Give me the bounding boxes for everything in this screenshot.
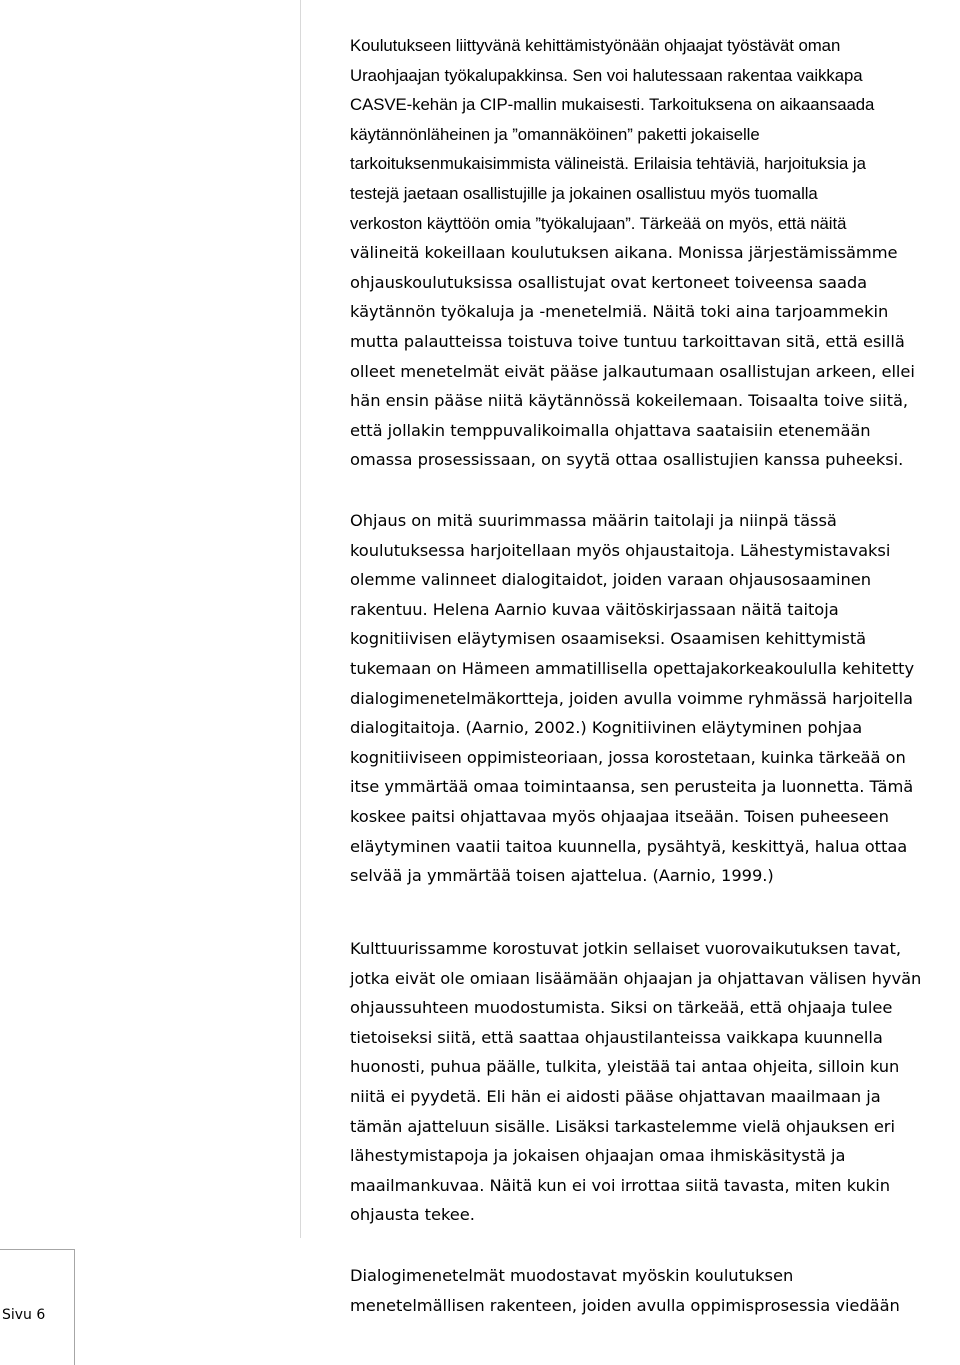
text-line: käytännön työkaluja ja -menetelmiä. Näitä toki aina tarjoammekin bbox=[350, 302, 889, 322]
text-line: omassa prosessissaan, on syytä ottaa osallistujien kanssa puheeksi. bbox=[350, 450, 904, 470]
text-line: testejä jaetaan osallistujille ja jokainen osallistuu myös tuomalla bbox=[350, 183, 818, 203]
text-line: Dialogimenetelmät muodostavat myöskin koulutuksen bbox=[350, 1266, 794, 1285]
paragraph bbox=[350, 506, 956, 891]
text-line: Uraohjaajan työkalupakkinsa. Sen voi halutessaan rakentaa vaikkapa bbox=[350, 65, 863, 85]
paragraph bbox=[350, 31, 956, 475]
margin-rule bbox=[300, 0, 301, 1238]
text-line: tarkoituksenmukaisimmista välineistä. Erilaisia tehtäviä, harjoituksia ja bbox=[350, 154, 866, 174]
text-line: kognitiivisen eläytymisen osaamiseksi. Osaamisen kehittymistä bbox=[350, 629, 867, 649]
text-line: tämän ajatteluun sisälle. Lisäksi tarkastelemme vielä ohjauksen eri bbox=[350, 1116, 895, 1136]
text-line: ohjaussuhteen muodostumista. Siksi on tärkeää, että ohjaaja tulee bbox=[350, 998, 893, 1018]
text-line: mutta palautteissa toistuva toive tuntuu tarkoittavan sitä, että esillä bbox=[350, 331, 905, 351]
text-line: CASVE-kehän ja CIP-mallin mukaisesti. Tarkoituksena on aikaansaada bbox=[350, 95, 875, 115]
text-line: jotka eivät ole omiaan lisäämään ohjaajan ja ohjattavan välisen hyvän bbox=[350, 968, 922, 988]
text-line: menetelmällisen rakenteen, joiden avulla oppimisprosessia viedään bbox=[350, 1295, 900, 1315]
text-line: dialogitaitoja. (Aarnio, 2002.) Kognitiivinen eläytyminen pohjaa bbox=[350, 718, 863, 738]
text-line: olemme valinneet dialogitaidot, joiden varaan ohjausosaaminen bbox=[350, 570, 871, 590]
text-line: selvää ja ymmärtää toisen ajattelua. (Aarnio, 1999.) bbox=[350, 866, 774, 886]
text-line: välineitä kokeillaan koulutuksen aikana. Monissa järjestämissämme bbox=[350, 243, 898, 263]
text-line: eläytyminen vaatii taitoa kuunnella, pysähtyä, keskittyä, halua ottaa bbox=[350, 836, 908, 856]
text-line: lähestymistapoja ja jokaisen ohjaajan omaa ihmiskäsitystä ja bbox=[350, 1146, 846, 1166]
text-line: Koulutukseen liittyvänä kehittämistyönään ohjaajat työstävät oman bbox=[350, 36, 841, 55]
page-number: Sivu 6 bbox=[2, 1307, 46, 1323]
text-line: huonosti, puhua päälle, tulkita, yleistää tai antaa ohjeita, silloin kun bbox=[350, 1057, 900, 1077]
text-line: maailmankuvaa. Näitä kun ei voi irrottaa siitä tavasta, miten kukin bbox=[350, 1175, 890, 1195]
text-line: verkoston käyttöön omia ”työkalujaan”. Tärkeää on myös, että näitä bbox=[350, 213, 847, 233]
text-line: käytännönläheinen ja ”omannäköinen” paketti jokaiselle bbox=[350, 124, 760, 144]
text-line: koulutuksessa harjoitellaan myös ohjaustaitoja. Lähestymistavaksi bbox=[350, 540, 891, 560]
text-line: että jollakin temppuvalikoimalla ohjattava saataisiin etenemään bbox=[350, 420, 871, 440]
text-line: kognitiiviseen oppimisteoriaan, jossa korostetaan, kuinka tärkeää on bbox=[350, 747, 906, 767]
text-line: dialogimenetelmäkortteja, joiden avulla voimme ryhmässä harjoitella bbox=[350, 688, 913, 708]
text-line: ohjausta tekee. bbox=[350, 1205, 475, 1225]
text-line: Kulttuurissamme korostuvat jotkin sellaiset vuorovaikutuksen tavat, bbox=[350, 939, 901, 958]
text-line: itse ymmärtää omaa toimintaansa, sen perusteita ja luonnetta. Tämä bbox=[350, 777, 914, 797]
paragraph bbox=[350, 1261, 956, 1320]
text-line: hän ensin pääse niitä käytännössä kokeilemaan. Toisaalta toive siitä, bbox=[350, 391, 909, 411]
text-line: Ohjaus on mitä suurimmassa määrin taitolaji ja niinpä tässä bbox=[350, 511, 837, 530]
text-line: ohjauskoulutuksissa osallistujat ovat kertoneet toiveensa saada bbox=[350, 272, 868, 292]
text-line: tietoiseksi siitä, että saattaa ohjaustilanteissa vaikkapa kuunnella bbox=[350, 1027, 883, 1047]
text-line: rakentuu. Helena Aarnio kuvaa väitöskirjassaan näitä taitoja bbox=[350, 599, 839, 619]
text-line: tukemaan on Hämeen ammatillisella opettajakorkeakoululla kehitetty bbox=[350, 658, 915, 678]
paragraph bbox=[350, 934, 956, 1230]
text-line: koskee paitsi ohjattavaa myös ohjaajaa itseään. Toisen puheeseen bbox=[350, 806, 889, 826]
text-line: olleet menetelmät eivät pääse jalkautumaan osallistujan arkeen, ellei bbox=[350, 361, 915, 381]
text-line: niitä ei pyydetä. Eli hän ei aidosti pääse ohjattavan maailmaan ja bbox=[350, 1086, 881, 1106]
